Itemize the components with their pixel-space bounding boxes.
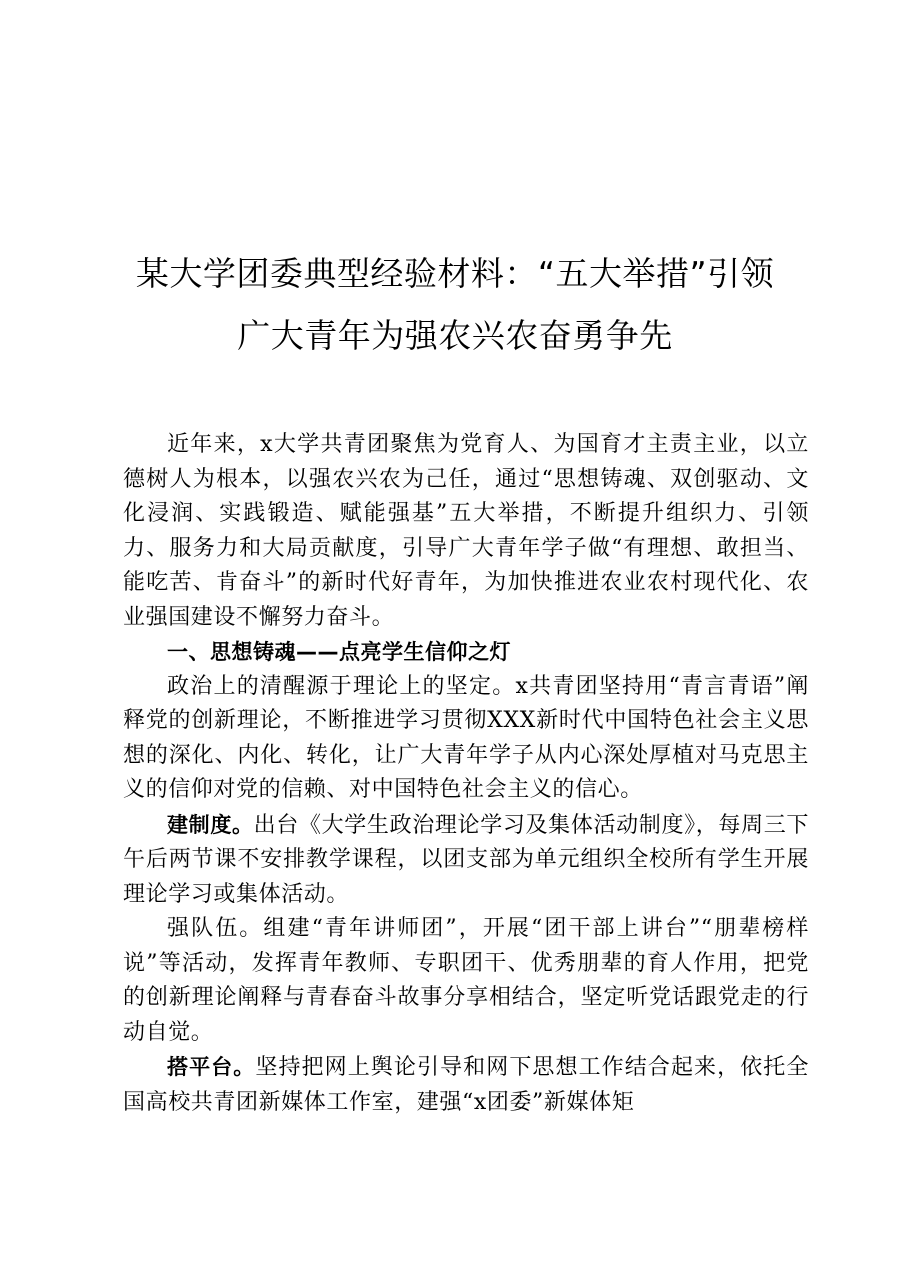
item-text-1: 出台《大学生政治理论学习及集体活动制度》，每周三下午后两节课不安排教学课程，以团支部为单元组织全校所有学生开展理论学习或集体活动。 [123,812,809,907]
item-lead-1: 建制度。 [167,812,254,837]
item-paragraph-1 [123,808,809,913]
item-lead-2: 强队伍。 [167,916,264,941]
section-1-paragraph: 政治上的清醒源于理论上的坚定。x共青团坚持用“青言青语”阐释党的创新理论，不断推进学习贯彻XXX新时代中国特色社会主义思想的深化、内化、转化，让广大青年学子从内心深处厚植对马克思主义的信仰对党的信赖、对中国特色社会主义的信心。 [123,673,809,802]
title-line-2: 广大青年为强农兴农奋勇争先 [237,316,673,355]
section-heading-1: 一、思想铸魂——点亮学生信仰之灯 [167,640,511,664]
item-lead-3: 搭平台。 [167,1055,256,1079]
item-text-2: 组建“青年讲师团”，开展“团干部上讲台”“朋辈榜样说”等活动，发挥青年教师、专职团干、优秀朋辈的育人作用，把党的创新理论阐释与青春奋斗故事分享相结合，坚定听党话跟党走的行动自觉。 [123,916,809,1045]
title-line-1: 某大学团委典型经验材料：“五大举措”引领 [135,254,775,293]
item-text-3: 坚持把网上舆论引导和网下思想工作结合起来，依托全国高校共青团新媒体工作室，建强“x团委”新媒体矩 [123,1055,809,1115]
item-paragraph-3 [123,1050,809,1120]
document-body [123,428,809,1120]
item-paragraph-2 [123,912,809,1050]
document-title [110,243,800,367]
intro-paragraph: 近年来，x大学共青团聚焦为党育人、为国育才主责主业，以立德树人为根本，以强农兴农为己任，通过“思想铸魂、双创驱动、文化浸润、实践锻造、赋能强基”五大举措，不断提升组织力、引领力、服务力和大局贡献度，引导广大青年学子做“有理想、敢担当、能吃苦、肯奋斗”的新时代好青年，为加快推进农业农村现代化、农业强国建设不懈努力奋斗。 [123,432,809,630]
